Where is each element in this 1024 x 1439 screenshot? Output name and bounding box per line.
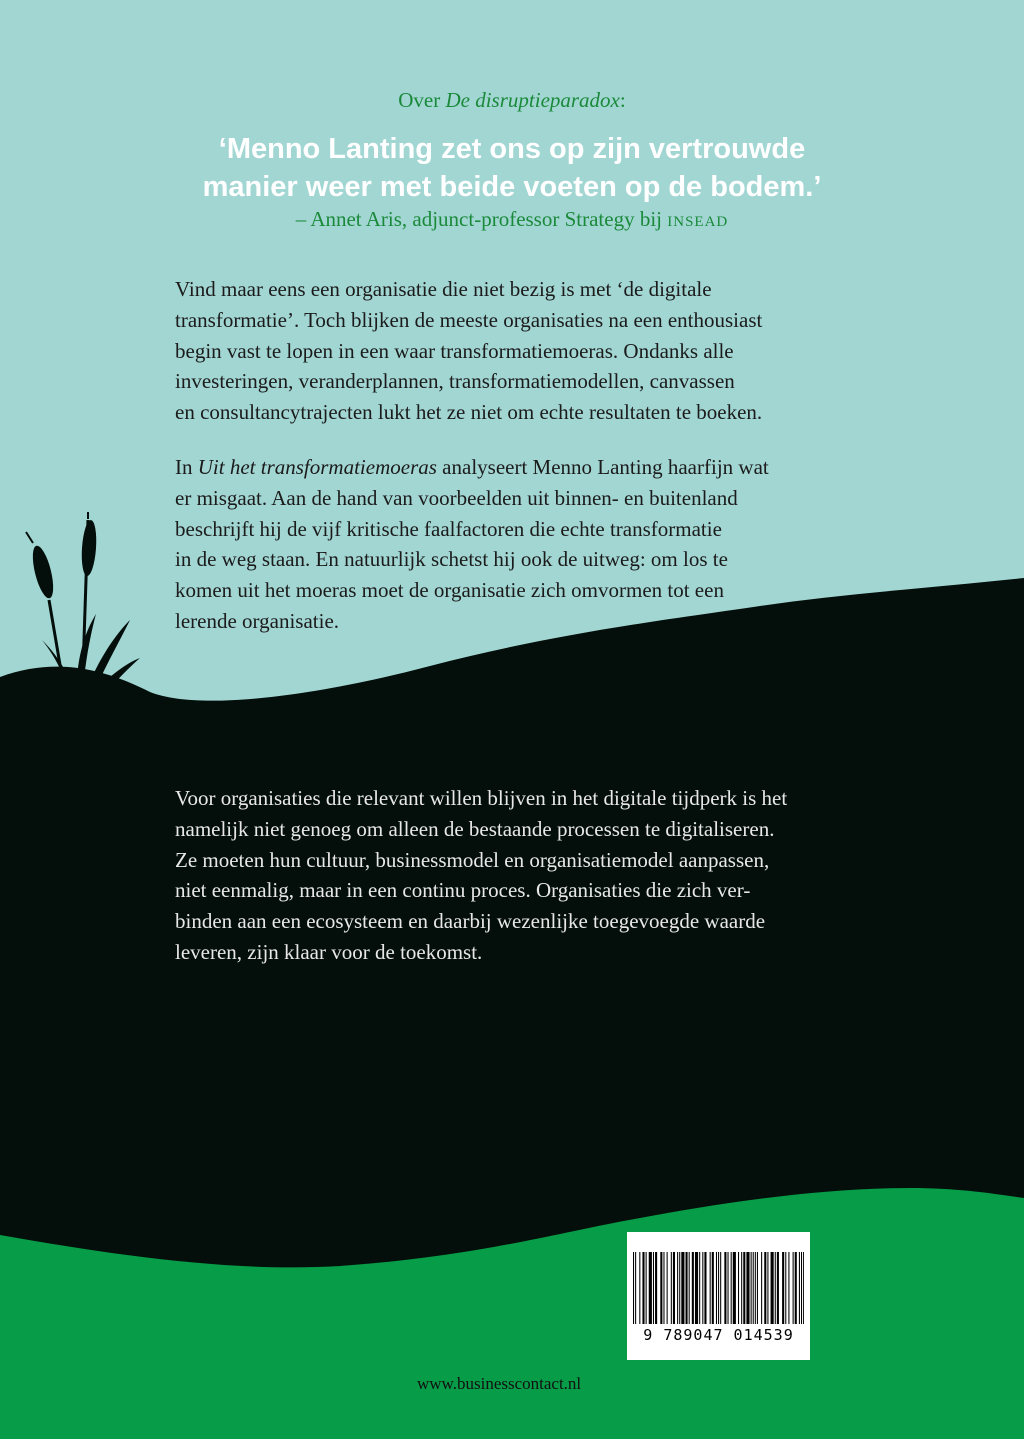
barcode-bar <box>671 1252 672 1324</box>
barcode-bar <box>731 1252 732 1324</box>
barcode-bar <box>785 1252 786 1324</box>
barcode-bar <box>646 1252 647 1324</box>
barcode-bar <box>764 1252 766 1324</box>
barcode-bar <box>775 1252 776 1324</box>
barcode-bar <box>712 1252 714 1324</box>
over-prefix: Over <box>398 88 446 112</box>
barcode-bar <box>633 1252 634 1324</box>
barcode-bar <box>793 1252 794 1324</box>
barcode-bar <box>663 1252 664 1324</box>
over-line <box>0 88 1024 113</box>
barcode-bar <box>743 1252 745 1324</box>
barcode-bar <box>728 1252 729 1324</box>
barcode-bar <box>667 1252 668 1324</box>
barcode-bar <box>660 1252 662 1324</box>
barcode-bar <box>653 1252 654 1324</box>
barcode-bar <box>746 1252 749 1324</box>
isbn-barcode <box>627 1232 810 1360</box>
barcode-bar <box>767 1252 768 1324</box>
barcode-bar <box>673 1252 675 1324</box>
barcode-bar <box>649 1252 652 1324</box>
barcode-bar <box>686 1252 688 1324</box>
barcode-bar <box>704 1252 706 1324</box>
barcode-bar <box>655 1252 657 1324</box>
blurb-paragraph-1: Vind maar eens een organisatie die niet bezig is met ‘de digitale transformatie’. Toch blijken de meeste organisaties na een enthousiast begin vast te lopen in een waar transformatiemoeras. Ondanks alle investeringen, veranderplannen, transformatiemodellen, canvassen en consultancytrajecten lukt het ze niet om echte resultaten te boeken. <box>175 277 763 425</box>
barcode-bar <box>699 1252 700 1324</box>
endorsement-quote <box>150 130 874 206</box>
barcode-bars <box>633 1252 804 1324</box>
barcode-bar <box>635 1252 636 1324</box>
barcode-bar <box>801 1252 802 1324</box>
barcode-bar <box>753 1252 754 1324</box>
barcode-bar <box>677 1252 678 1324</box>
barcode-bar <box>795 1252 797 1324</box>
barcode-bar <box>679 1252 680 1324</box>
barcode-bar <box>720 1252 721 1324</box>
barcode-bar <box>702 1252 703 1324</box>
paragraph2-book-title: Uit het transformatiemoeras <box>197 455 437 479</box>
barcode-bar <box>716 1252 717 1324</box>
quote-attribution <box>0 207 1024 232</box>
barcode-bar <box>788 1252 789 1324</box>
quote-line-2: manier weer met beide voeten op de bodem.’ <box>202 171 822 203</box>
barcode-bar <box>751 1252 752 1324</box>
barcode-bar <box>692 1252 694 1324</box>
blurb-paragraph-2 <box>175 452 875 637</box>
barcode-bar <box>803 1252 804 1324</box>
barcode-bar <box>710 1252 711 1324</box>
barcode-bar <box>761 1252 762 1324</box>
barcode-bar <box>681 1252 684 1324</box>
barcode-bar <box>777 1252 779 1324</box>
barcode-bar <box>642 1252 644 1324</box>
barcode-bar <box>771 1252 774 1324</box>
barcode-bar <box>738 1252 739 1324</box>
barcode-bar <box>724 1252 726 1324</box>
blurb-paragraph-3: Voor organisaties die relevant willen blijven in het digitale tijdperk is het namelijk niet genoeg om alleen de bestaande processen te digitaliseren. Ze moeten hun cultuur, businessmodel en organisatiemodel aanpassen, niet eenmalig, maar in een continu proces. Organisaties die zich ver- binden aan een ecosysteem en daarbij wezenlijke toegevoegde waarde leveren, zijn klaar voor de toekomst. <box>175 786 788 964</box>
barcode-bar <box>782 1252 784 1324</box>
attribution-text: – Annet Aris, adjunct-professor Strategy bij <box>295 207 668 231</box>
barcode-bar <box>757 1252 758 1324</box>
paragraph2-rest: analyseert Menno Lanting haarfijn wat er misgaat. Aan de hand van voorbeelden uit binnen- en buitenland beschrijft hij de vijf kritische faalfactoren die echte transformatie in de weg staan. En natuurlijk schetst hij ook de uitweg: om los te komen uit het moeras moet de organisatie zich omvormen tot een lerende organisatie. <box>175 455 769 633</box>
barcode-bar <box>695 1252 698 1324</box>
publisher-website: www.businesscontact.nl <box>417 1374 582 1393</box>
barcode-bar <box>639 1252 640 1324</box>
barcode-bar <box>755 1252 756 1324</box>
isbn-number: 9 789047 014539 <box>643 1326 794 1344</box>
over-suffix: : <box>619 88 626 112</box>
attribution-org: INSEAD <box>667 214 729 230</box>
barcode-bar <box>718 1252 719 1324</box>
barcode-bar <box>741 1252 742 1324</box>
over-book-title: De disruptieparadox <box>445 88 620 112</box>
paragraph2-prefix: In <box>175 455 198 479</box>
barcode-bar <box>733 1252 736 1324</box>
barcode-bar <box>799 1252 800 1324</box>
quote-line-1: ‘Menno Lanting zet ons op zijn vertrouwde <box>218 133 806 165</box>
barcode-bar <box>689 1252 690 1324</box>
